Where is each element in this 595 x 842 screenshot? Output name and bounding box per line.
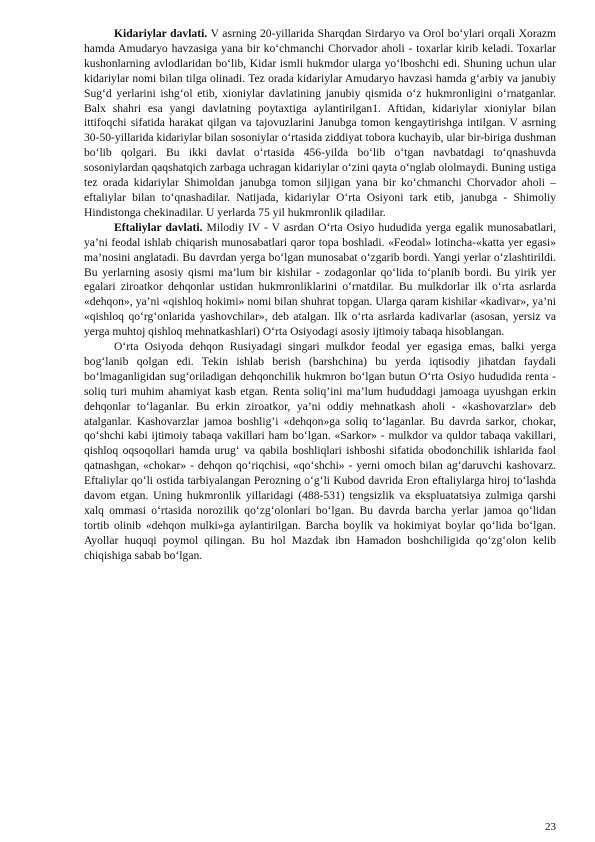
page-number: 23: [545, 821, 556, 833]
section-heading-eftaliylar: Eftaliylar davlati.: [114, 220, 203, 234]
paragraph-dehqon: [84, 340, 556, 564]
document-page: [84, 27, 556, 564]
paragraph-eftaliylar: [84, 221, 556, 340]
paragraph-text: O‘rta Osiyoda dehqon Rusiyadagi singari mulkdor feodal yer egasiga emas, balki yerga bog‘lanib qolgan edi. Tekin ishlab berish (barshchina) bu yerda iqtisodiy jihatdan faydali bo‘lmaganligidan sug‘oriladigan dehqonchilik hukmron bo‘lgan butun O‘rta Osiyo hududida renta - soliq turi muhim ahamiyat kasb etgan. Renta soliq’ini ma’lum hududdagi jamoaga uyushgan erkin dehqonlar to‘laganlar. Bu erkin ziroatkor, ya’ni oddiy mehnatkash aholi - «kashovarzlar» deb atalganlar. Kashovarzlar jamoa boshlig’i «dehqon»ga soliq to‘laganlar. Bu davrda sarkor, chokar, qo‘shchi kabi ijtimoiy tabaqa vakillari ham bo‘lgan. «Sarkor» - mulkdor va quldor tabaqa vakillari, qishloq oqsoqollari hamda urug‘ va qabila boshliqlari ishboshi sifatida obodonchilik ishlarida faol qatnashgan, «chokar» - dehqon qo‘riqchisi, «qo‘shchi» - yerni omoch bilan ag‘daruvchi kashovarz. Eftaliylar qo‘li ostida tarbiyalangan Perozning o‘g‘li Kubod davrida Eron eftaliylarga hiroj to‘lashda davom etgan. Uning hukmronlik yillaridagi (488-531) tengsizlik va ekspluatatsiya zulmiga qarshi xalq ommasi o‘rtasida norozilik qo‘zg‘olonlari bo‘lgan. Bu davrda barcha yerlar jamoa qo‘lidan tortib olinib «dehqon mulki»ga aylantirilgan. Barcha boylik va hokimiyat boylar qo‘lida bo‘lgan. Ayollar huquqi poymol qilingan. Bu hol Mazdak ibn Hamadon boshchiligida qo‘zg‘olon kelib chiqishiga sabab bo‘lgan.: [84, 340, 556, 562]
paragraph-kidariylar: [84, 27, 556, 221]
paragraph-text: V asrning 20-yillarida Sharqdan Sirdaryo va Orol bo‘ylari orqali Xorazm hamda Amudaryo havzasiga yana bir ko‘chmanchi Chorvador aholi - toxarlar kirib keladi. Toxarlar kushonlarning avlodlaridan bo‘lib, Kidar ismli hukmdor ularga yo‘lboshchi edi. Shuning uchun ular kidariylar nomi bilan tilga olinadi. Tez orada kidariylar Amudaryo havzasi hamda g‘arbiy va janubiy Sug‘d yerlarini ishg‘ol etib, xioniylar davlatining janubiy qismida o‘z hukmronligini o‘rnatganlar. Balx shahri esa yangi davlatning poytaxtiga aylantirilgan1. Aftidan, kidariylar xioniylar bilan ittifoqchi sifatida harakat qilgan va tajovuzlarini Janubga tomon kengaytirishga intilgan. V asrning 30-50-yillarida kidariylar bilan sosoniylar o‘rtasida ziddiyat tobora kuchayib, ular bir-biriga dushman bo‘lib qolgari. Bu ikki davlat o‘rtasida 456-yilda bo‘lib o‘tgan navbatdagi to‘qnashuvda sosoniylardan qaqshatqich zarbaga uchragan kidariylar o‘zini qayta o‘nglab ololmaydi. Buning ustiga tez orada kidariylar Shimoldan janubga tomon siljigan yana bir ko‘chmanchi Chorvador aholi – eftaliylar bilan to‘qnashadilar. Natijada, kidariylar O‘rta Osiyoni tark etib, janubga - Shimoliy Hindistonga chekinadilar. U yerlarda 75 yil hukmronlik qiladilar.: [84, 27, 556, 219]
section-heading-kidariylar: Kidariylar davlati.: [114, 27, 208, 40]
paragraph-text: Milodiy IV - V asrdan O‘rta Osiyo hududida yerga egalik munosabatlari, ya’ni feodal ishlab chiqarish munosabatlari qaror topa boshladi. «Feodal» lotincha-«katta yer egasi» ma’nosini anglatadi. Bu davrdan yerga bo‘lgan munosabat o‘zgarib bordi. Yangi yerlar o‘zlashtirildi. Bu yerlarning asosiy qismi ma’lum bir kishilar - zodagonlar qo‘lida to‘planib bordi. Bu yirik yer egalari ziroatkor dehqonlar ustidan hukmronliklarini o‘rnatdilar. Bu mulkdorlar ilk o‘rta asrlarda «dehqon», ya’ni «qishloq hokimi» nomi bilan shuhrat topgan. Ularga qaram kishilar «kadivar», ya’ni «qishloq qo‘rg‘onlarida yashovchilar», deb atalgan. Ilk o‘rta asrlarda kadivarlar (asosan, yersiz va yerga muhtoj qishloq mehnatkashlari) O‘rta Osiyodagi asosiy ijtimoiy tabaqa hisoblangan.: [84, 220, 556, 339]
